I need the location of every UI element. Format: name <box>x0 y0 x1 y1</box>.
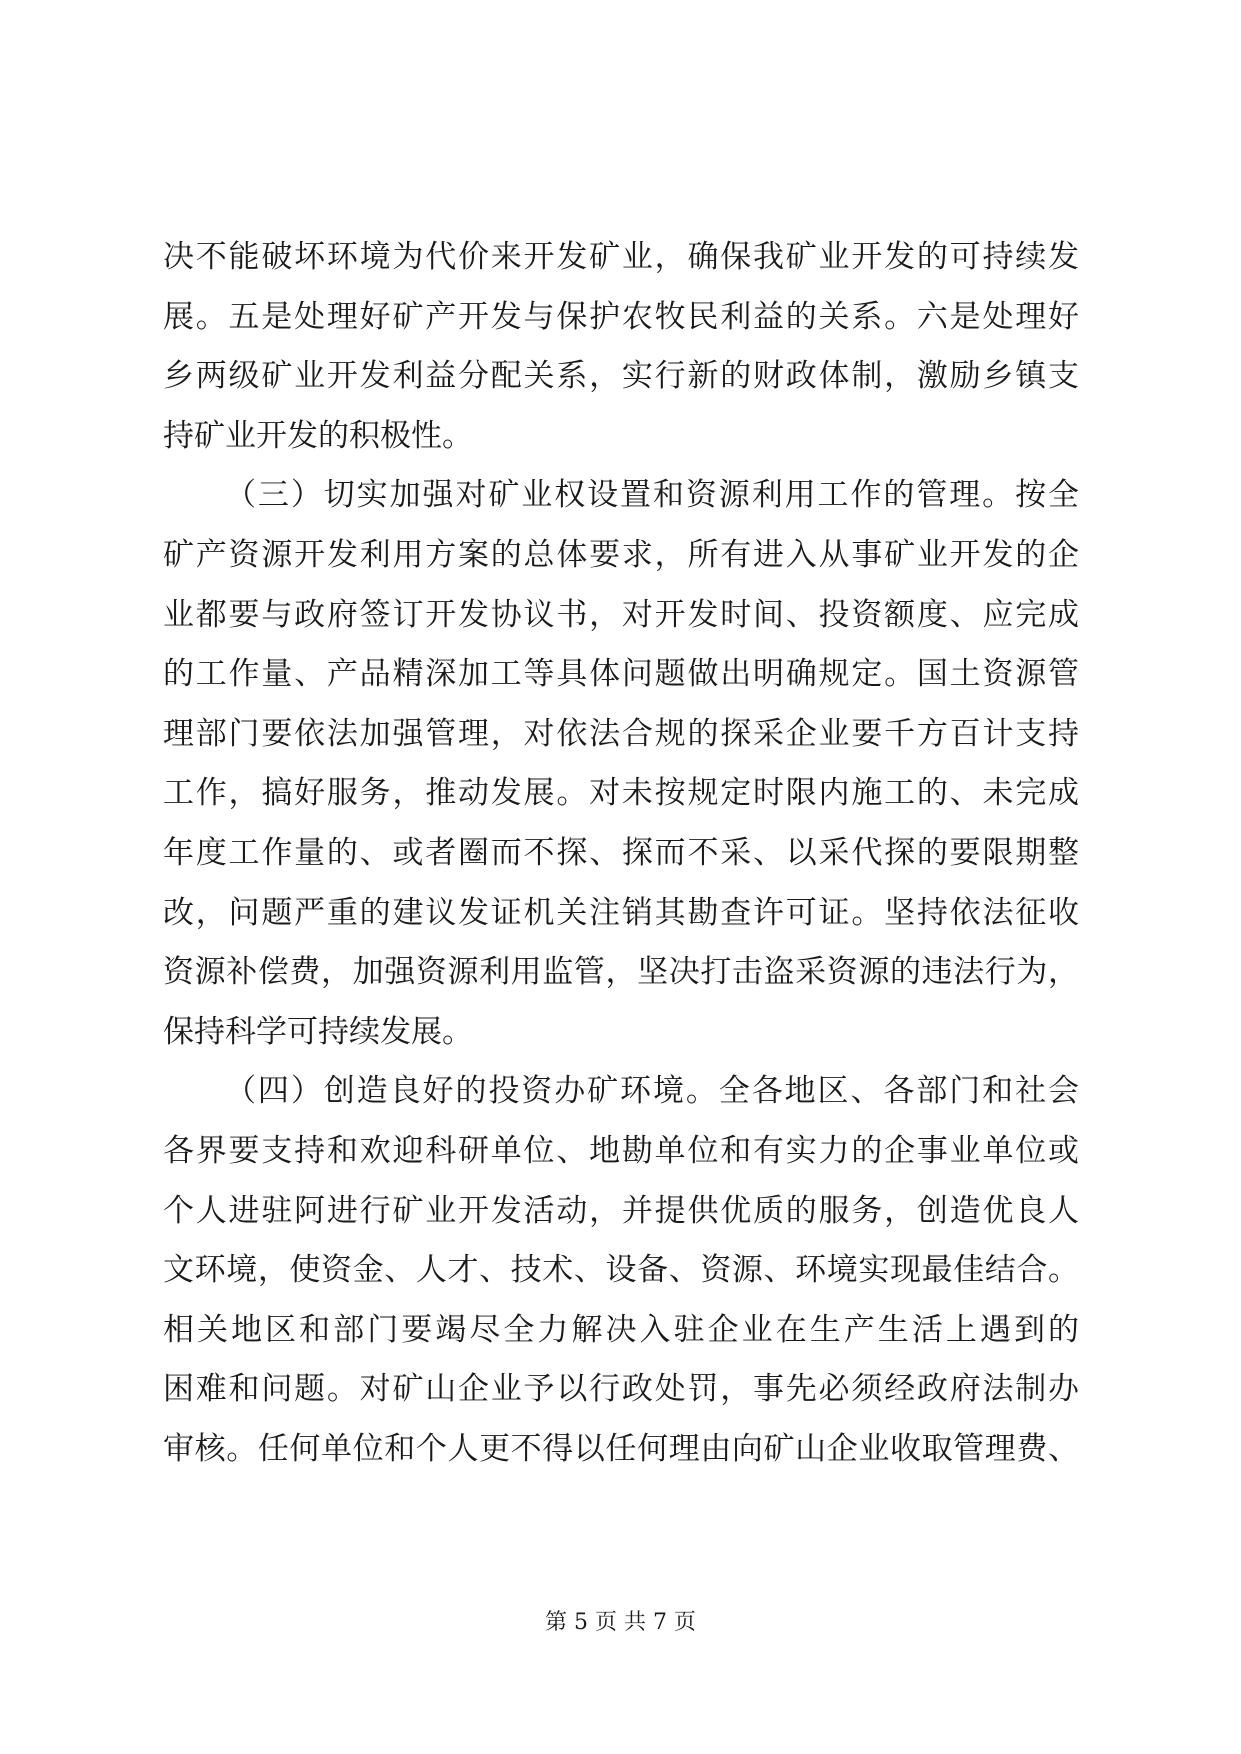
text-line: 矿产资源开发利用方案的总体要求，所有进入从事矿业开发的企 <box>163 536 1079 573</box>
text-line: 业都要与政府签订开发协议书，对开发时间、投资额度、应完成 <box>163 596 1079 633</box>
text-line: 各界要支持和欢迎科研单位、地勘单位和有实力的企事业单位或 <box>163 1132 1079 1169</box>
text-line: 乡两级矿业开发利益分配关系，实行新的财政体制，激励乡镇支 <box>163 358 1079 395</box>
text-line: 持矿业开发的积极性。 <box>163 417 473 454</box>
text-line: 个人进驻阿进行矿业开发活动，并提供优质的服务，创造优良人 <box>163 1192 1079 1229</box>
text-line: 改，问题严重的建议发证机关注销其勘查许可证。坚持依法征收 <box>163 894 1079 931</box>
text-line: 文环境，使资金、人才、技术、设备、资源、环境实现最佳结合。 <box>163 1252 1079 1289</box>
text-line: 的工作量、产品精深加工等具体问题做出明确规定。国土资源管 <box>163 656 1079 693</box>
text-line: 审核。任何单位和个人更不得以任何理由向矿山企业收取管理费、 <box>163 1430 1079 1467</box>
text-line: （三）切实加强对矿业权设置和资源利用工作的管理。按全 <box>225 477 1079 514</box>
text-line: 展。五是处理好矿产开发与保护农牧民利益的关系。六是处理好 <box>163 298 1079 335</box>
text-line: 决不能破坏环境为代价来开发矿业，确保我矿业开发的可持续发 <box>163 239 1079 275</box>
text-line: 保持科学可持续发展。 <box>163 1013 473 1050</box>
text-line: 工作，搞好服务，推动发展。对未按规定时限内施工的、未完成 <box>163 775 1079 812</box>
body-text <box>163 228 1079 1479</box>
text-line: 理部门要依法加强管理，对依法合规的探采企业要千方百计支持 <box>163 715 1079 752</box>
text-line: 年度工作量的、或者圈而不探、探而不采、以采代探的要限期整 <box>163 834 1079 871</box>
text-line: （四）创造良好的投资办矿环境。全各地区、各部门和社会 <box>225 1073 1079 1110</box>
text-line: 资源补偿费，加强资源利用监管，坚决打击盗采资源的违法行为， <box>163 954 1079 991</box>
page-footer: 第 5 页 共 7 页 <box>545 1610 696 1635</box>
text-line: 相关地区和部门要竭尽全力解决入驻企业在生产生活上遇到的 <box>163 1311 1079 1348</box>
text-line: 困难和问题。对矿山企业予以行政处罚，事先必须经政府法制办 <box>163 1371 1079 1408</box>
